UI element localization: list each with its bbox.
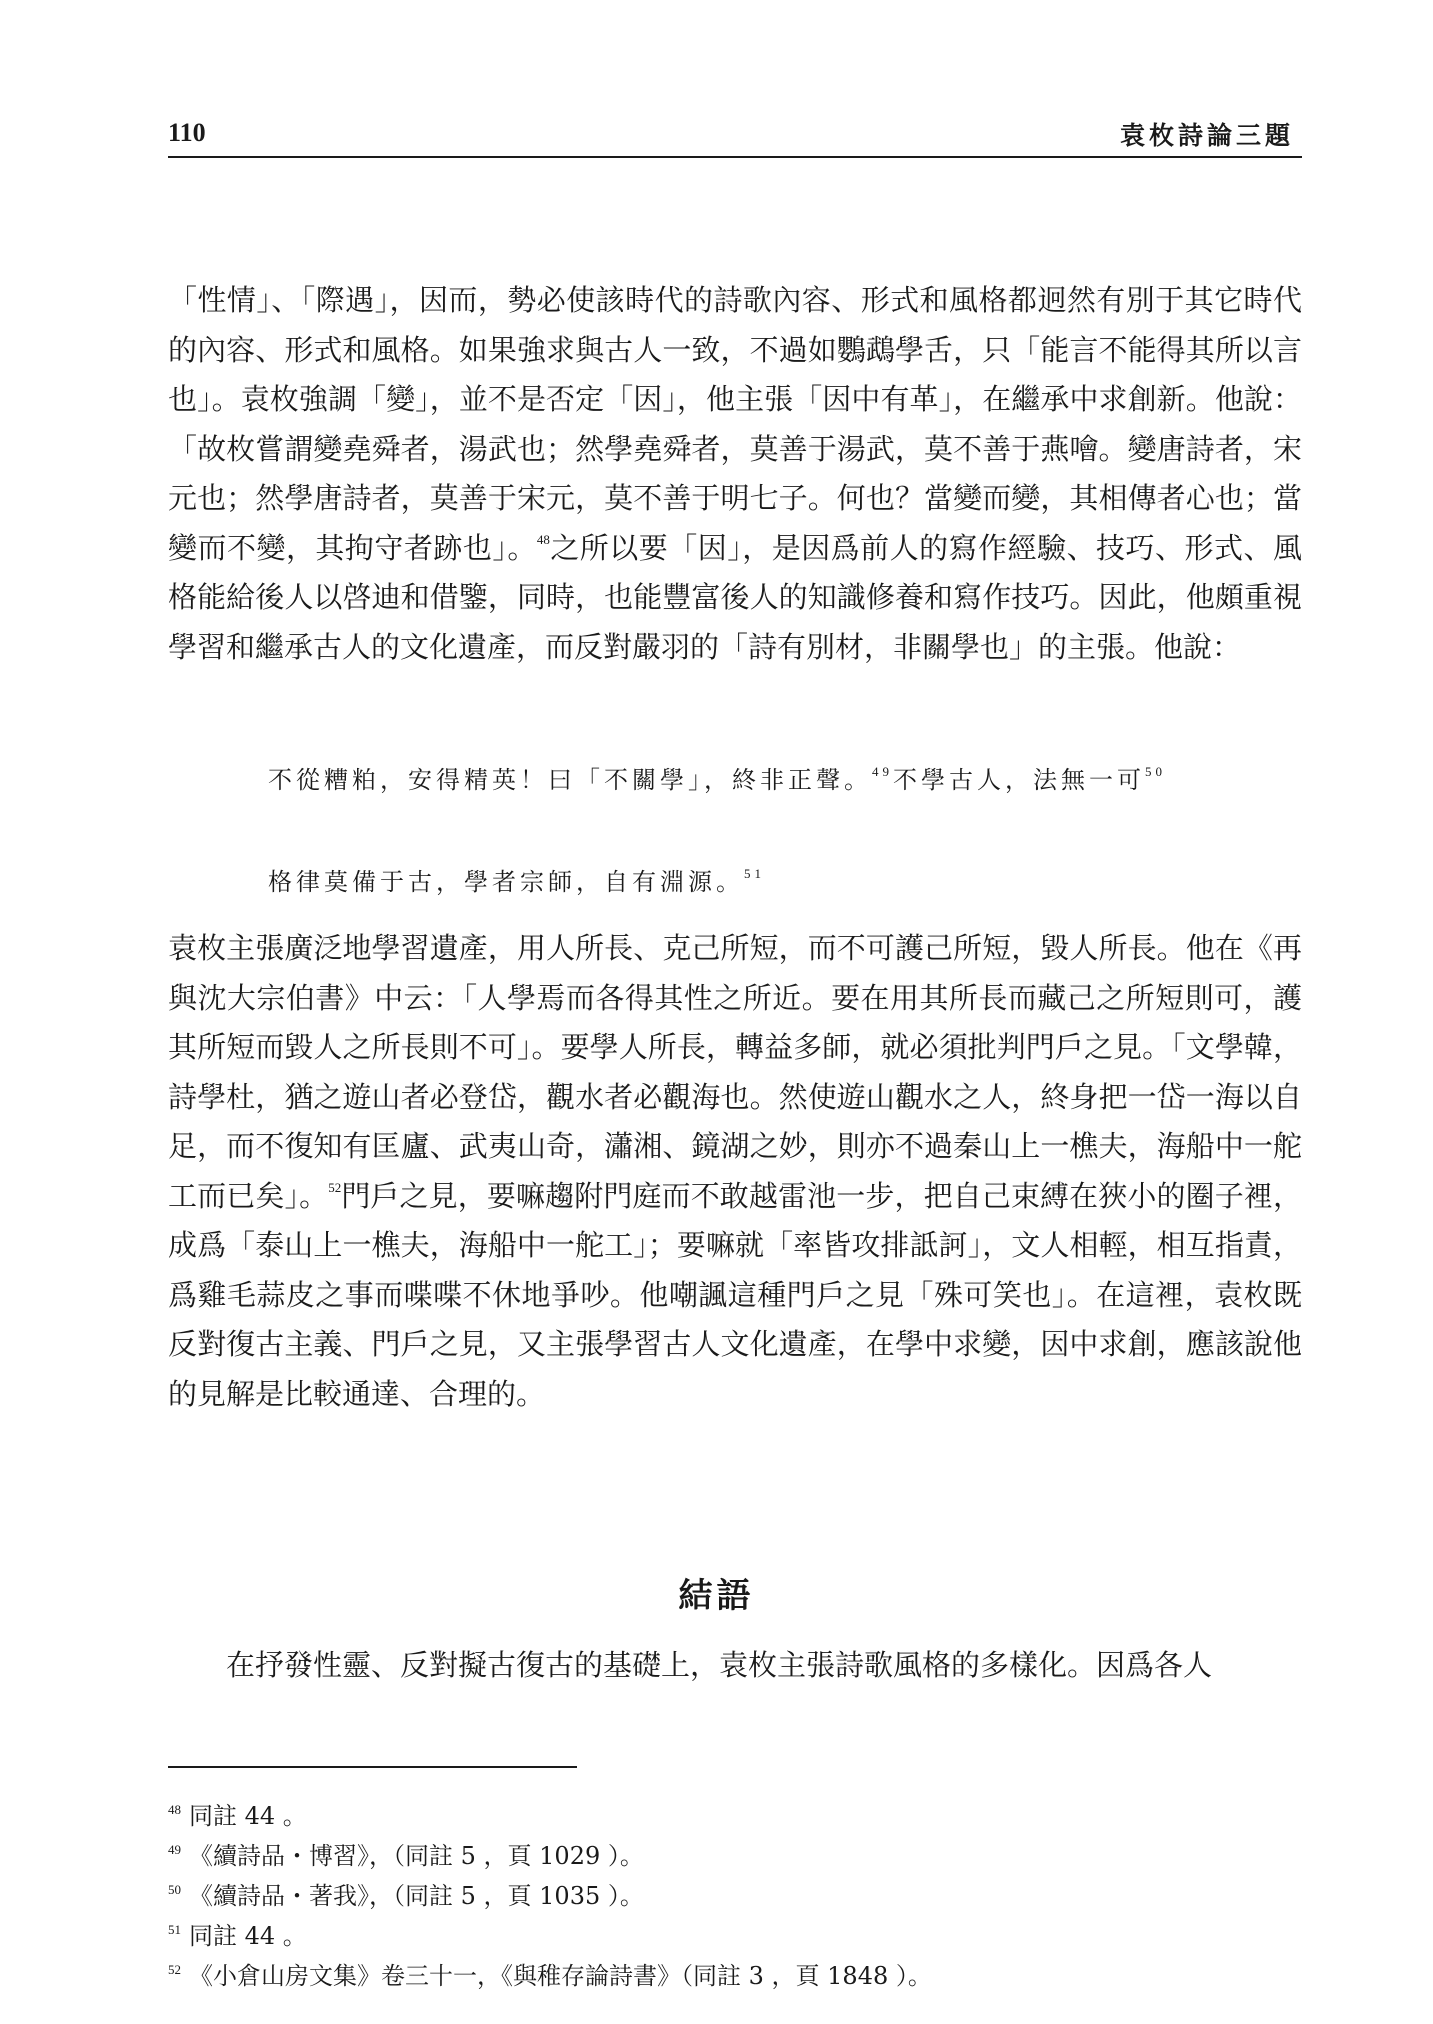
footnote-number: 50 xyxy=(168,1882,181,1897)
footnote-text: 《續詩品・博習》，（同註 5 ，頁 1029 ）。 xyxy=(189,1842,644,1870)
body-paragraph-2 xyxy=(168,924,1302,1419)
footnote-text: 《續詩品・著我》，（同註 5 ，頁 1035 ）。 xyxy=(189,1882,644,1910)
footnote-ref-49[interactable]: 49 xyxy=(872,764,893,779)
footnote-50 xyxy=(168,1870,1302,1910)
running-title: 袁枚詩論三題 xyxy=(1119,121,1294,150)
footnote-48 xyxy=(168,1790,1302,1830)
footnote-number: 49 xyxy=(168,1842,181,1857)
body-paragraph-1 xyxy=(168,276,1302,672)
footnote-number: 48 xyxy=(168,1802,181,1817)
footnote-text: 《小倉山房文集》卷三十一，《與稚存論詩書》（同註 3 ，頁 1848 ）。 xyxy=(189,1962,932,1990)
footnote-number: 52 xyxy=(168,1962,181,1977)
footnotes xyxy=(168,1790,1302,1990)
footnote-rule xyxy=(168,1766,577,1768)
footnote-51 xyxy=(168,1910,1302,1950)
paragraph-2-text-a: 袁枚主張廣泛地學習遺產，用人所長、克己所短，而不可護己所短，毀人所長。他在《再與沈大宗伯書》中云：「人學焉而各得其性之所近。要在用其所長而藏己之所短則可，護其所短而毀人之所長則不可」。要學人所長，轉益多師，就必須批判門戶之見。「文學韓，詩學杜，猶之遊山者必登岱，觀水者必觀海也。然使遊山觀水之人，終身把一岱一海以自足，而不復知有匡廬、武夷山奇，瀟湘、鏡湖之妙，則亦不過秦山上一樵夫，海船中一舵工而已矣」。 xyxy=(168,931,1302,1213)
footnote-ref-48[interactable]: 48 xyxy=(536,531,550,547)
header-rule xyxy=(168,156,1302,158)
block-quote-line-1 xyxy=(268,760,1268,795)
footnote-ref-51[interactable]: 51 xyxy=(744,866,765,881)
footnote-ref-50[interactable]: 50 xyxy=(1145,764,1166,779)
quote-line-1b: 不學古人，法無一可 xyxy=(893,766,1145,794)
page-number: 110 xyxy=(168,118,206,147)
body-paragraph-3: 在抒發性靈、反對擬古復古的基礎上，袁枚主張詩歌風格的多樣化。因爲各人 xyxy=(226,1648,1213,1682)
footnote-text: 同註 44 。 xyxy=(189,1922,307,1950)
paragraph-1-text-a: 「性情」、「際遇」，因而，勢必使該時代的詩歌內容、形式和風格都迥然有別于其它時代的內容、形式和風格。如果強求與古人一致，不過如鸚鵡學舌，只「能言不能得其所以言也」。袁枚強調「變」，並不是否定「因」，他主張「因中有革」，在繼承中求創新。他說：「故枚嘗謂變堯舜者，湯武也；然學堯舜者，莫善于湯武，莫不善于燕噲。變唐詩者，宋元也；然學唐詩者，莫善于宋元，莫不善于明七子。何也？當變而變，其相傳者心也；當變而不變，其拘守者跡也」。 xyxy=(168,283,1302,565)
paragraph-2-text-b: 門戶之見，要嘛趨附門庭而不敢越雷池一步，把自己束縛在狹小的圈子裡，成爲「泰山上一樵夫，海船中一舵工」；要嘛就「率皆攻排詆訶」，文人相輕，相互指責，爲雞毛蒜皮之事而喋喋不休地爭吵。他嘲諷這種門戶之見「殊可笑也」。在這裡，袁枚既反對復古主義、門戶之見，又主張學習古人文化遺產，在學中求變，因中求創，應該說他的見解是比較通達、合理的。 xyxy=(168,1178,1302,1411)
footnote-52 xyxy=(168,1950,1302,1990)
quote-line-1a: 不從糟粕，安得精英！曰「不關學」，終非正聲。 xyxy=(268,766,872,794)
block-quote-line-2 xyxy=(268,862,1268,897)
footnote-ref-52[interactable]: 52 xyxy=(328,1179,342,1195)
footnote-49 xyxy=(168,1830,1302,1870)
footnote-number: 51 xyxy=(168,1922,181,1937)
quote-line-2: 格律莫備于古，學者宗師，自有淵源。 xyxy=(268,868,744,896)
paragraph-1-text-b: 之所以要「因」，是因爲前人的寫作經驗、技巧、形式、風格能給後人以啓迪和借鑒，同時，也能豐富後人的知識修養和寫作技巧。因此，他頗重視學習和繼承古人的文化遺產，而反對嚴羽的「詩有別材，非關學也」的主張。他說： xyxy=(168,530,1302,664)
page-header xyxy=(168,118,1302,158)
section-heading: 結語 xyxy=(678,1576,755,1616)
footnote-text: 同註 44 。 xyxy=(189,1802,307,1830)
